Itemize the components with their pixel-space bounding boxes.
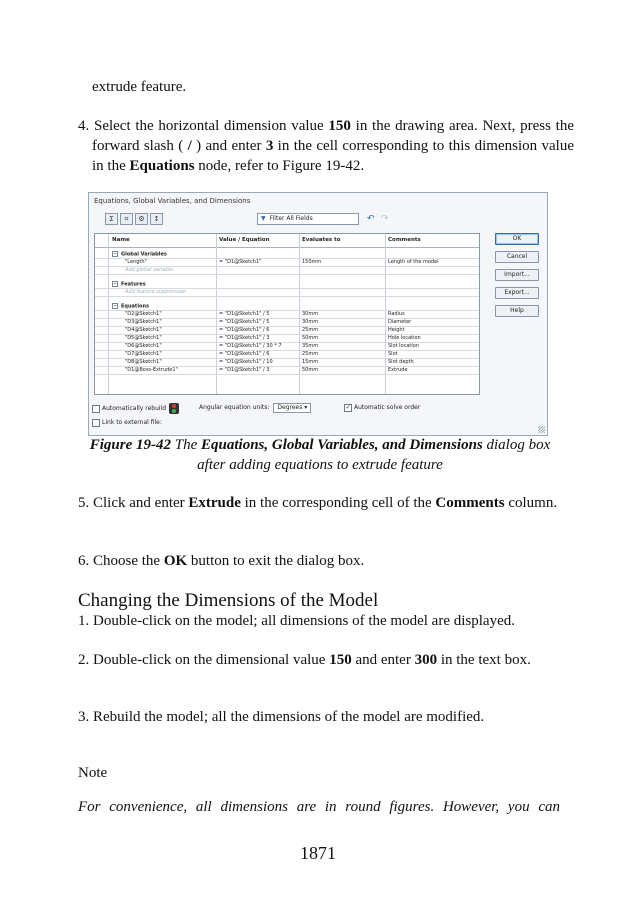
equations-dialog [88, 192, 548, 436]
table-row[interactable]: "D5@Sketch1" = "D1@Sketch1" / 3 50mm Hole location [95, 335, 479, 343]
ok-button[interactable]: OK [495, 233, 539, 245]
table-row[interactable]: "D3@Sketch1" = "D1@Sketch1" / 5 30mm Diameter [95, 319, 479, 327]
table-row[interactable]: "D8@Sketch1" = "D1@Sketch1" / 10 15mm Slot depth [95, 359, 479, 367]
paragraph-continuation: extrude feature. [92, 79, 187, 95]
auto-solve-checkbox[interactable]: ✓ Automatic solve order [345, 403, 421, 411]
export-button[interactable]: Export... [495, 287, 539, 299]
add-feature-suppression-row[interactable]: Add feature suppression [95, 289, 479, 297]
resize-grip-icon[interactable] [538, 426, 545, 433]
link-external-checkbox[interactable]: Link to external file: [92, 418, 162, 427]
import-button[interactable]: Import... [495, 269, 539, 281]
angular-units-select[interactable]: Degrees ▾ [273, 403, 311, 413]
note-text: For convenience, all dimensions are in round figures. However, you can [78, 799, 560, 815]
step-5-paragraph: 5. Click and enter Extrude in the corresponding cell of the Comments column. [78, 495, 558, 511]
section-heading: Changing the Dimensions of the Model [78, 590, 379, 611]
col-evaluates[interactable]: Evaluates to [302, 237, 341, 243]
col-comments[interactable]: Comments [388, 237, 421, 243]
table-row[interactable]: "D7@Sketch1" = "D1@Sketch1" / 6 25mm Slot [95, 351, 479, 359]
dimension-view-icon[interactable]: ⚙ [135, 213, 148, 225]
angular-units: Angular equation units: Degrees ▾ [199, 403, 311, 413]
auto-rebuild-checkbox[interactable]: Automatically rebuild [92, 403, 179, 414]
table-row[interactable]: "D2@Sketch1" = "D1@Sketch1" / 5 30mm Radius [95, 311, 479, 319]
step-4-paragraph: 4. Select the horizontal dimension value 150 in the drawing area. Next, press the forward slash ( / ) and enter 3 in the cell corresponding to this dimension value in the Equations node, refer to Figure 19-42. [78, 118, 574, 174]
table-row[interactable]: "D1@Boss-Extrude1" = "D1@Sketch1" / 3 50mm Extrude [95, 367, 479, 375]
cancel-button[interactable]: Cancel [495, 251, 539, 263]
undo-icon[interactable]: ↶ [367, 214, 375, 224]
note-label: Note [78, 765, 108, 781]
add-global-variable-row[interactable]: Add global variable [95, 267, 479, 275]
filter-icon: ▼ [261, 215, 266, 222]
help-button[interactable]: Help [495, 305, 539, 317]
table-header [95, 234, 479, 248]
substep-3: 3. Rebuild the model; all the dimensions of the model are modified. [78, 709, 485, 725]
group-global-variables[interactable]: − Global Variables [95, 251, 479, 259]
rebuild-traffic-light-icon[interactable] [169, 403, 179, 414]
table-row[interactable]: "D4@Sketch1" = "D1@Sketch1" / 6 25mm Height [95, 327, 479, 335]
dialog-title: Equations, Global Variables, and Dimensions [94, 197, 251, 205]
substep-2: 2. Double-click on the dimensional value 150 and enter 300 in the text box. [78, 652, 531, 668]
equations-table [94, 233, 480, 395]
group-equations[interactable]: − Equations [95, 303, 479, 311]
table-row[interactable]: "D6@Sketch1" = "D1@Sketch1" / 30 * 7 35mm Slot location [95, 343, 479, 351]
step-6-paragraph: 6. Choose the OK button to exit the dialog box. [78, 553, 365, 569]
figure-caption: Figure 19-42 The Equations, Global Variables, and Dimensions dialog box after adding equations to extrude feature [89, 437, 551, 473]
col-value[interactable]: Value / Equation [219, 237, 270, 243]
sketch-equation-view-icon[interactable]: ⌗ [120, 213, 133, 225]
col-name[interactable]: Name [112, 237, 130, 243]
table-row[interactable]: "Length" = "D1@Sketch1" 150mm Length of the model [95, 259, 479, 267]
equation-view-icon[interactable]: Σ [105, 213, 118, 225]
ordered-view-icon[interactable]: ↕ [150, 213, 163, 225]
filter-input[interactable]: ▼ Filter All Fields [257, 213, 359, 225]
redo-icon[interactable]: ↷ [381, 214, 389, 224]
page-number: 1871 [300, 843, 336, 863]
group-features[interactable]: − Features [95, 281, 479, 289]
substep-1: 1. Double-click on the model; all dimensions of the model are displayed. [78, 613, 515, 629]
